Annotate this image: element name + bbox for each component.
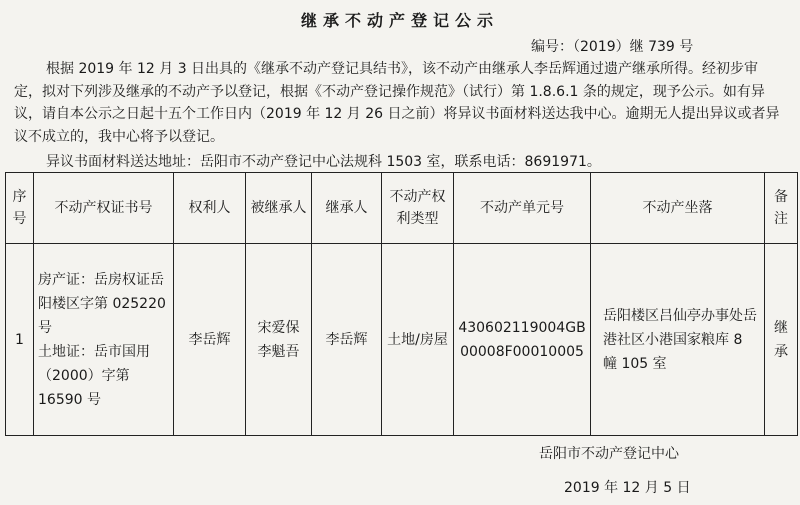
header-remark: 备注 [765,173,798,244]
header-cert: 不动产权证书号 [34,173,174,244]
table-row [6,244,798,436]
header-seq: 序号 [6,173,34,244]
cell-right-type: 土地/房屋 [382,244,454,436]
cell-deceased: 宋爱保 李魁吾 [246,244,312,436]
notice-body: 根据 2019 年 12 月 3 日出具的《继承不动产登记具结书》，该不动产由继承人李岳辉通过遗产继承所得。经初步审定，拟对下列涉及继承的不动产予以登记，根据《不动产登记操作规范》（试行）第 1.8.6.1 条的规定，现予公示。如有异议，请自本公示之日起十五个工作日内（2019 年 12 月 26 日之前）将异议书面材料送达我中心。逾期无人提出异议或者异议不成立的，我中心将予以登记。 [14,61,780,145]
cell-heir: 李岳辉 [312,244,382,436]
cell-owner: 李岳辉 [174,244,246,436]
header-unit-no: 不动产单元号 [454,173,591,244]
signature-date: 2019 年 12 月 5 日 [564,480,691,496]
header-right-type: 不动产权利类型 [382,173,454,244]
header-location: 不动产坐落 [591,173,765,244]
document-title: 继承不动产登记公示 [300,11,499,30]
cell-location: 岳阳楼区吕仙亭办事处岳港社区小港国家粮库 8 幢 105 室 [591,244,765,436]
objection-address: 异议书面材料送达地址：岳阳市不动产登记中心法规科 1503 室，联系电话：8691971。 [46,154,601,170]
cell-remark: 继承 [765,244,798,436]
property-table [5,172,798,436]
header-deceased: 被继承人 [246,173,312,244]
cell-cert [34,244,174,436]
document-number: 编号：（2019）继 739 号 [531,39,694,55]
table-header-row [6,173,798,244]
header-heir: 继承人 [312,173,382,244]
cert-house: 房产证：岳房权证岳阳楼区字第 025220 号 [38,271,166,336]
signature-org: 岳阳市不动产登记中心 [539,446,679,462]
cell-seq: 1 [6,244,34,436]
cert-land: 土地证：岳市国用（2000）字第 16590 号 [38,343,150,408]
cell-unit-no: 430602119004GB00008F00010005 [454,244,591,436]
header-owner: 权利人 [174,173,246,244]
